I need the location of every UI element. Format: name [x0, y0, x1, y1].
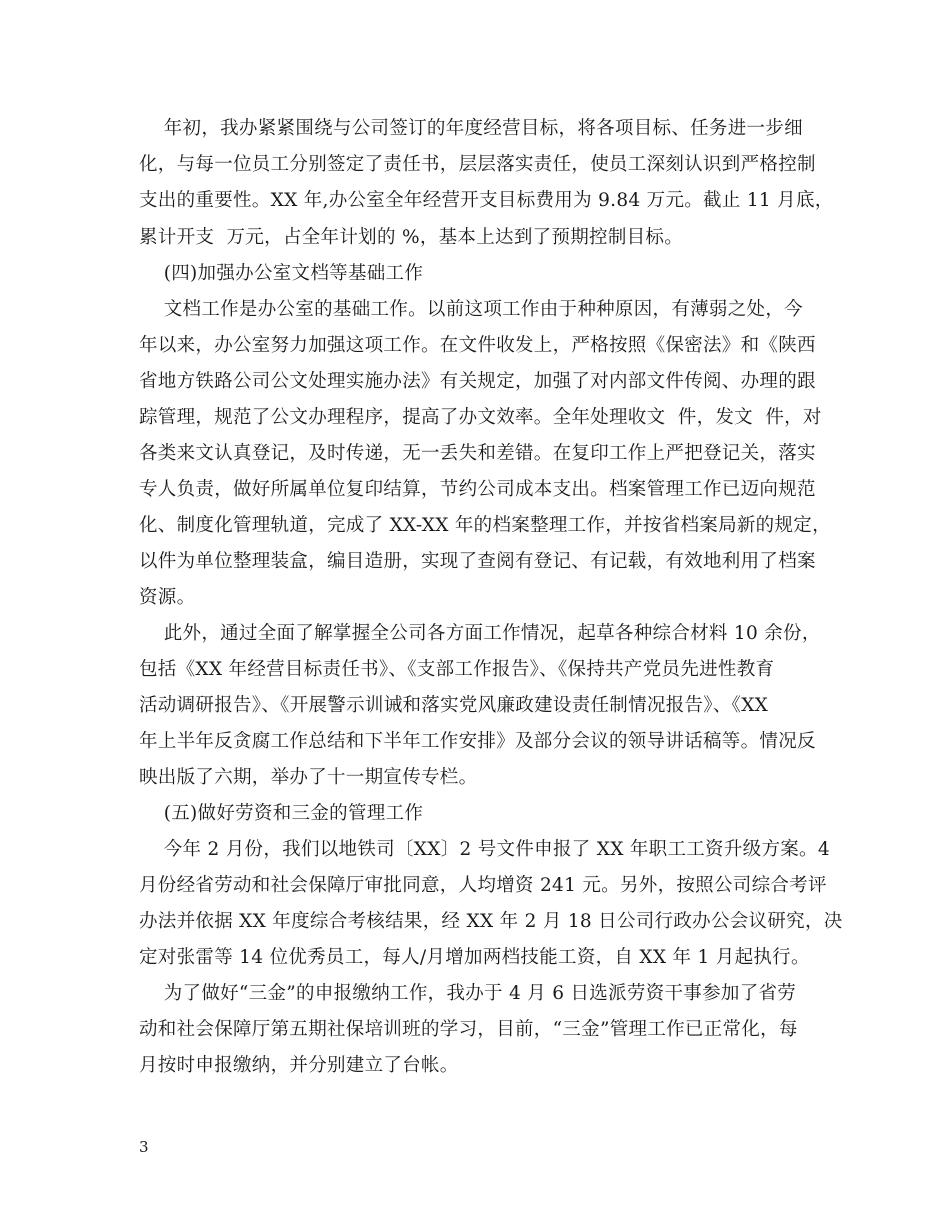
text-line: 活动调研报告》、《开展警示训诫和落实党风廉政建设责任制情况报告》、《XX: [139, 695, 769, 716]
text-line: 年以来，办公室努力加强这项工作。在文件收发上，严格按照《保密法》和《陕西: [139, 335, 816, 356]
text-line: 化，与每一位员工分别签定了责任书，层层落实责任，使员工深刻认识到严格控制: [139, 154, 816, 175]
text-line: 包括《XX 年经营目标责任书》、《支部工作报告》、《保持共产党员先进性教育: [139, 659, 775, 680]
text-line: 以件为单位整理装盒，编目造册，实现了查阅有登记、有记载，有效地利用了档案: [139, 551, 816, 572]
text-line: 资源。: [139, 587, 196, 608]
text-line: 此外，通过全面了解掌握全公司各方面工作情况，起草各种综合材料 10 余份，: [139, 623, 821, 644]
text-line: 专人负责，做好所属单位复印结算，节约公司成本支出。档案管理工作已迈向规范: [139, 479, 816, 500]
text-line: 年初，我办紧紧围绕与公司签订的年度经营目标，将各项目标、任务进一步细: [139, 118, 803, 139]
text-line: 支出的重要性。XX 年,办公室全年经营开支目标费用为 9.84 万元。截止 11 月底，: [139, 190, 834, 211]
text-line: 定对张雷等 14 位优秀员工，每人/月增加两档技能工资，自 XX 年 1 月起执行。: [139, 947, 810, 968]
text-line: 踪管理，规范了公文办理程序，提高了办文效率。全年处理收文 件，发文 件，对: [139, 407, 822, 428]
text-line: 办法并依据 XX 年度综合考核结果，经 XX 年 2 月 18 日公司行政办公会议研究，决: [139, 911, 843, 932]
section-heading: (五)做好劳资和三金的管理工作: [139, 803, 424, 824]
text-line: 映出版了六期，举办了十一期宣传专栏。: [139, 767, 478, 788]
text-line: 各类来文认真登记，及时传递，无一丢失和差错。在复印工作上严把登记关，落实: [139, 443, 816, 464]
text-line: 文档工作是办公室的基础工作。以前这项工作由于种种原因，有薄弱之处，今: [139, 299, 803, 320]
text-line: 为了做好“三金”的申报缴纳工作，我办于 4 月 6 日选派劳资干事参加了省劳: [139, 983, 797, 1004]
text-line: 月份经省劳动和社会保障厅审批同意，人均增资 241 元。另外，按照公司综合考评: [139, 875, 827, 896]
text-line: 累计开支 万元，占全年计划的 %，基本上达到了预期控制目标。: [139, 227, 684, 248]
text-line: 化、制度化管理轨道，完成了 XX-XX 年的档案整理工作，并按省档案局新的规定，: [139, 515, 831, 536]
text-line: 省地方铁路公司公文处理实施办法》有关规定，加强了对内部文件传阅、办理的跟: [139, 371, 816, 392]
page-number: 3: [139, 1138, 149, 1156]
text-line: 今年 2 月份，我们以地铁司〔XX〕2 号文件申报了 XX 年职工工资升级方案。4: [139, 839, 830, 860]
section-heading: (四)加强办公室文档等基础工作: [139, 263, 424, 284]
text-line: 动和社会保障厅第五期社保培训班的学习，目前，“三金”管理工作已正常化，每: [139, 1019, 798, 1040]
text-line: 年上半年反贪腐工作总结和下半年工作安排》及部分会议的领导讲话稿等。情况反: [139, 731, 816, 752]
text-line: 月按时申报缴纳，并分别建立了台帐。: [139, 1055, 459, 1076]
